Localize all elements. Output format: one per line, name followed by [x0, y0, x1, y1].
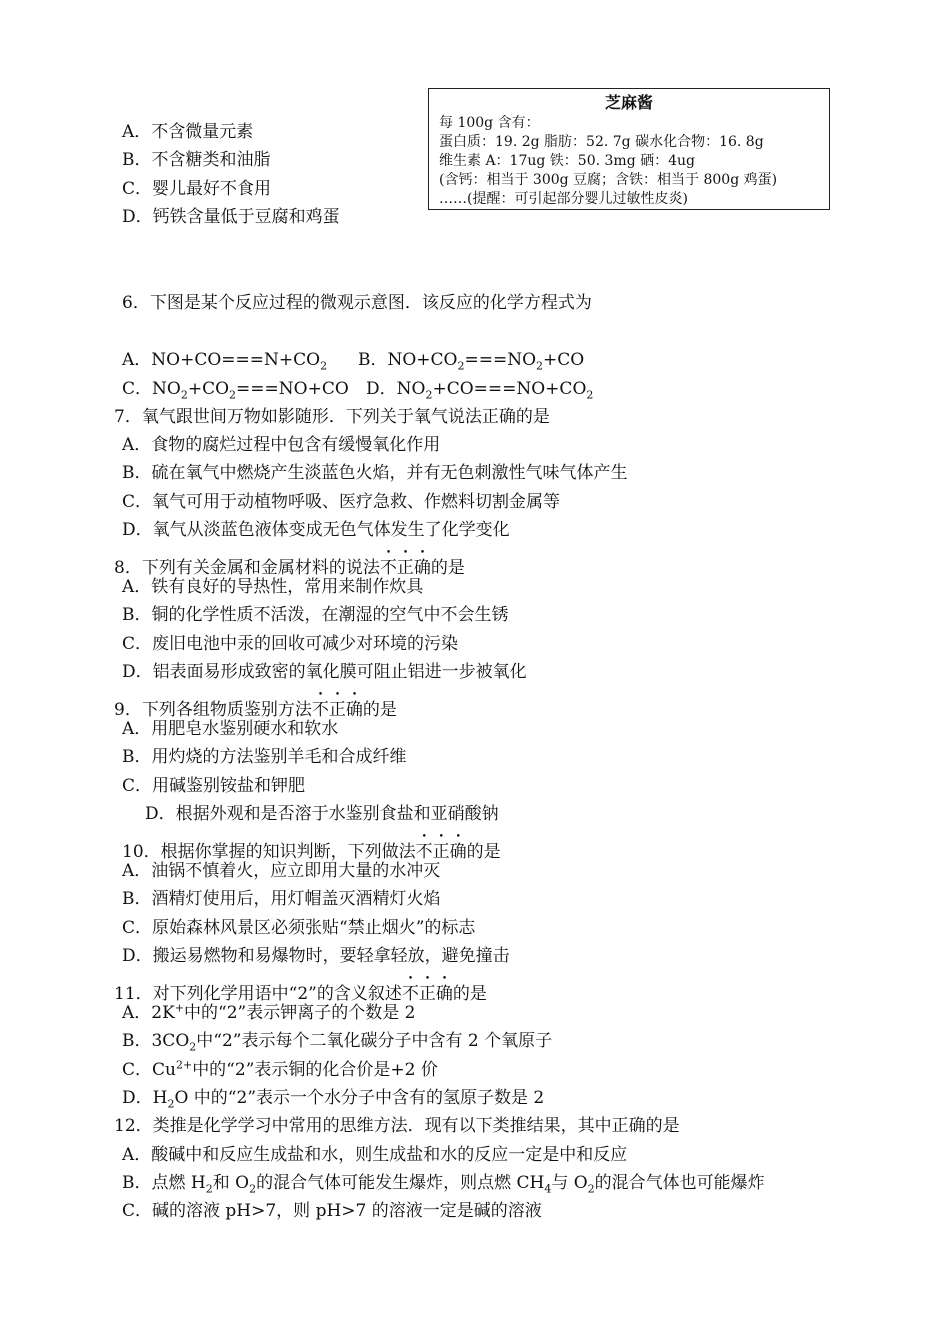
q7-option-d: D．氧气从淡蓝色液体变成无色气体发生了化学变化: [122, 520, 510, 540]
q8-option-c: C．废旧电池中汞的回收可减少对环境的污染: [122, 634, 459, 654]
q12-option-c: C．碱的溶液 pH>7，则 pH>7 的溶液一定是碱的溶液: [122, 1201, 542, 1221]
q8-option-b: B．铜的化学性质不活泼，在潮湿的空气中不会生锈: [122, 605, 509, 625]
q10-stem: 10．根据你掌握的知识判断，下列做法不正确的是: [122, 842, 501, 862]
q5-option-b: B．不含糖类和油脂: [122, 150, 271, 170]
q11-option-d: D．$H_2O$ 中的“2”表示一个水分子中含有的氢原子数是 2: [122, 1088, 545, 1111]
q7-stem: 7．氧气跟世间万物如影随形．下列关于氧气说法正确的是: [114, 407, 550, 427]
q11-option-b: B．$3CO_2$中“2”表示每个二氧化碳分子中含有 2 个氧原子: [122, 1031, 553, 1054]
q10-option-d: D．搬运易燃物和易爆物时，要轻拿轻放，避免撞击: [122, 946, 510, 966]
q9-option-c: C．用碱鉴别铵盐和钾肥: [122, 776, 306, 796]
q8-option-a: A．铁有良好的导热性，常用来制作炊具: [122, 577, 424, 597]
q9-stem: 9．下列各组物质鉴别方法不正确的是: [114, 700, 397, 720]
q6-option-d: D．$NO_2+CO===NO+CO_2$: [366, 379, 594, 402]
q9-option-a: A．用肥皂水鉴别硬水和软水: [122, 719, 339, 739]
q12-option-a: A．酸碱中和反应生成盐和水，则生成盐和水的反应一定是中和反应: [122, 1145, 628, 1165]
q7-option-a: A．食物的腐烂过程中包含有缓慢氧化作用: [122, 435, 441, 455]
label-title: 芝麻酱: [604, 93, 653, 112]
q9-option-d: D．根据外观和是否溶于水鉴别食盐和亚硝酸钠: [145, 804, 499, 824]
q11-option-c: C．$Cu^{2+}$中的“2”表示铜的化合价是+2 价: [122, 1058, 438, 1080]
nutrition-label-box: [428, 88, 830, 210]
q6-option-a: A．$NO+CO===N+CO_2$: [122, 350, 328, 373]
q11-option-a: A．2K+中的“2”表示钾离子的个数是 2: [122, 1001, 416, 1023]
q6-option-b: B．$NO+CO_2===NO_2+CO$: [358, 350, 585, 373]
label-line-1: 每 100g 含有：: [439, 115, 540, 131]
label-line-2: 蛋白质：19. 2g 脂肪：52. 7g 碳水化合物：16. 8g: [439, 134, 764, 150]
q8-stem: 8．下列有关金属和金属材料的说法不正确的是: [114, 558, 465, 578]
q8-option-d: D．铝表面易形成致密的氧化膜可阻止铝进一步被氧化: [122, 662, 527, 682]
label-line-4: (含钙：相当于 300g 豆腐；含铁：相当于 800g 鸡蛋): [439, 172, 778, 188]
label-line-3: 维生素 A：17ug 铁：50. 3mg 硒：4ug: [439, 153, 695, 169]
q6-option-c: C．$NO_2+CO_2===NO+CO$: [122, 379, 349, 402]
q5-option-c: C．婴儿最好不食用: [122, 179, 272, 199]
label-line-5: ……(提醒：可引起部分婴儿过敏性皮炎): [439, 191, 688, 207]
q9-option-b: B．用灼烧的方法鉴别羊毛和合成纤维: [122, 747, 407, 767]
q7-option-b: B．硫在氧气中燃烧产生淡蓝色火焰，并有无色刺激性气味气体产生: [122, 463, 628, 483]
q5-option-d: D．钙铁含量低于豆腐和鸡蛋: [122, 207, 340, 227]
q6-stem: 6．下图是某个反应过程的微观示意图．该反应的化学方程式为: [122, 293, 592, 313]
q5-option-a: A．不含微量元素: [122, 122, 254, 142]
q7-option-c: C．氧气可用于动植物呼吸、医疗急救、作燃料切割金属等: [122, 492, 561, 512]
q12-stem: 12．类推是化学学习中常用的思维方法．现有以下类推结果，其中正确的是: [114, 1116, 680, 1136]
q10-option-a: A．油锅不慎着火，应立即用大量的水冲灭: [122, 861, 441, 881]
q11-stem: 11．对下列化学用语中“2”的含义叙述不正确的是: [114, 984, 487, 1004]
q12-option-b: B．点燃 $H_2$和 $O_2$的混合气体可能发生爆炸，则点燃 $CH_4$与 $O_2$的混合气体也可能爆炸: [122, 1173, 765, 1196]
q10-option-b: B．酒精灯使用后，用灯帽盖灭酒精灯火焰: [122, 889, 441, 909]
q10-option-c: C．原始森林风景区必须张贴“禁止烟火”的标志: [122, 918, 476, 938]
